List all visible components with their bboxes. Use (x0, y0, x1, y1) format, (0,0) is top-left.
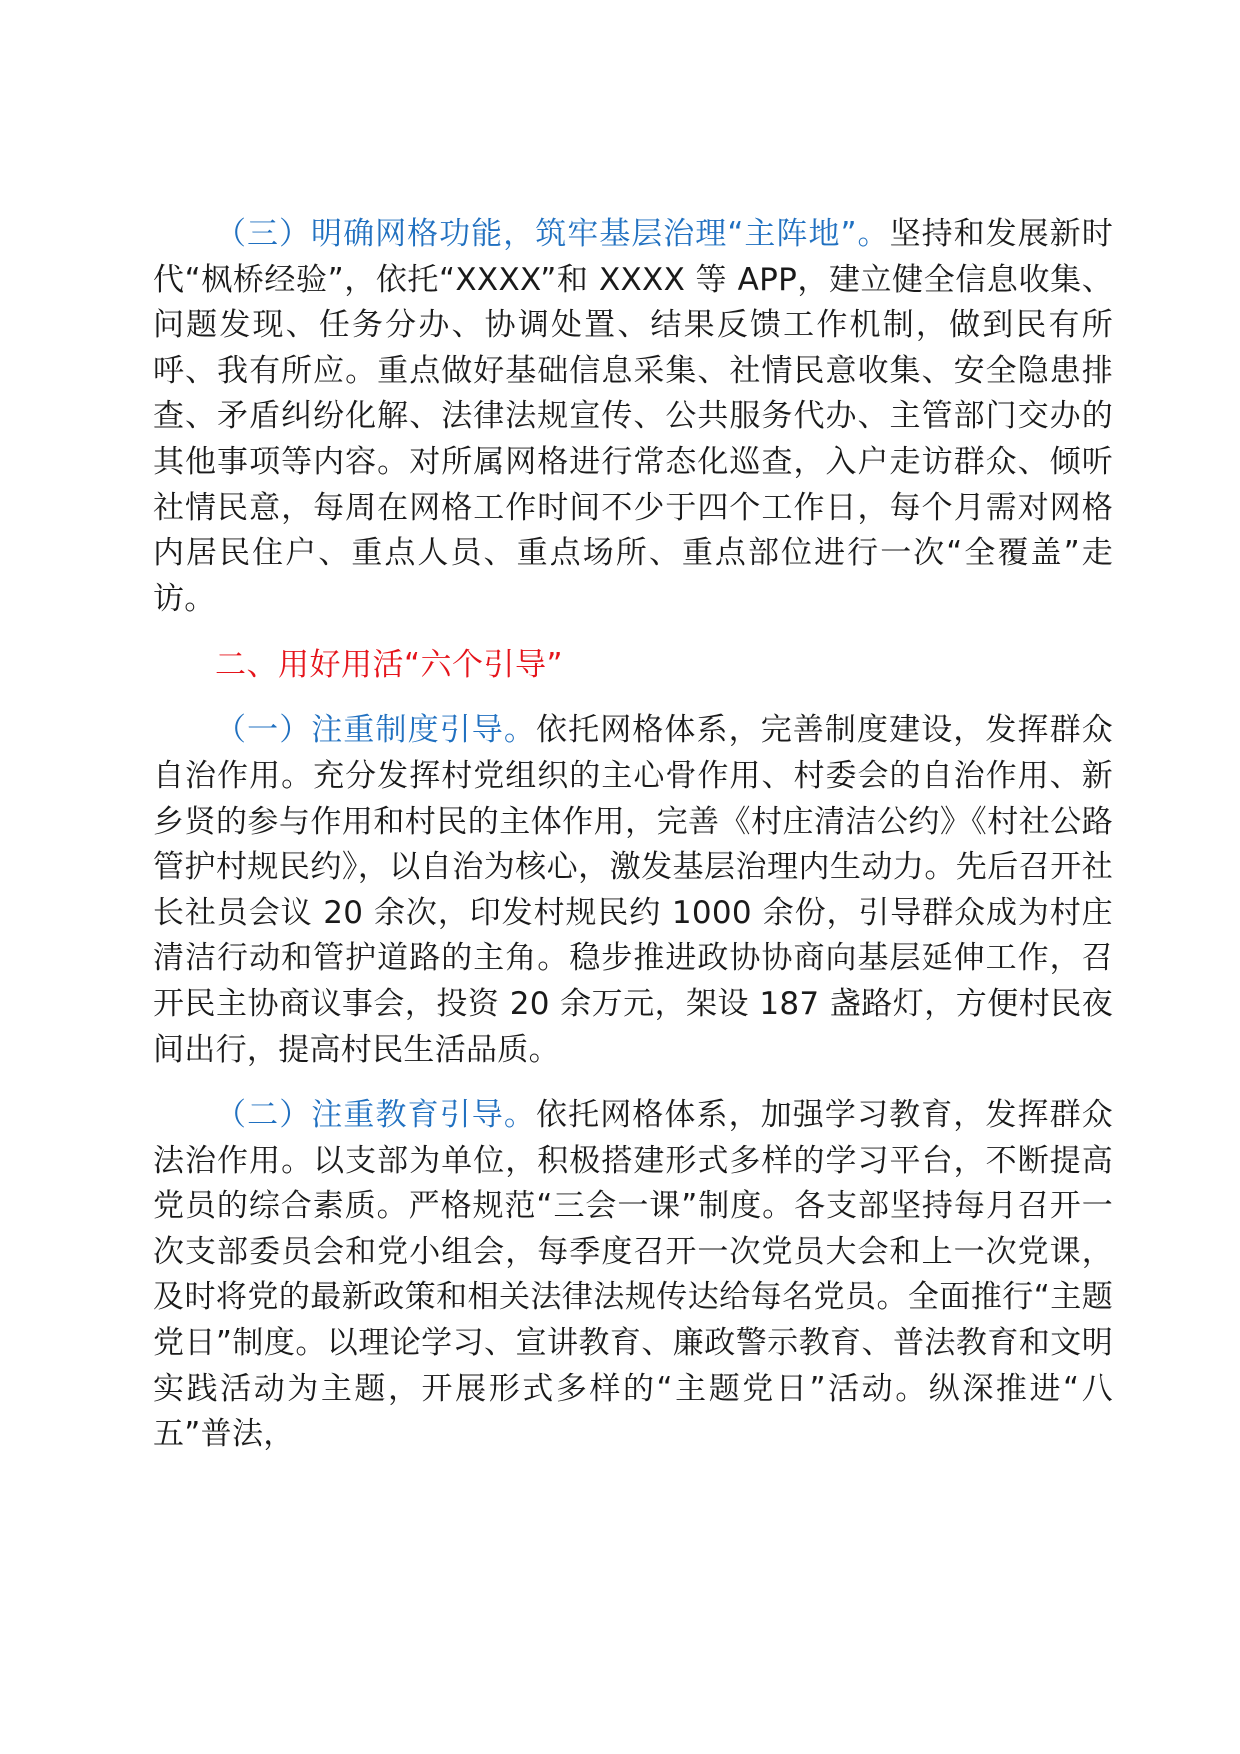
part-2-body: 依托网格体系，加强学习教育，发挥群众法治作用。以支部为单位，积极搭建形式多样的学习平台，不断提高党员的综合素质。严格规范“三会一课”制度。各支部坚持每月召开一次支部委员会和党小组会，每季度召开一次党员大会和上一次党课，及时将党的最新政策和相关法律法规传达给每名党员。全面推行“主题党日”制度。以理论学习、宣讲教育、廉政警示教育、普法教育和文明实践活动为主题，开展形式多样的“主题党日”活动。纵深推进“八五”普法， (153, 1097, 1113, 1453)
paragraph-part-2 (153, 1093, 1113, 1458)
paragraph-part-1 (153, 708, 1113, 1073)
section-3-body: 坚持和发展新时代“枫桥经验”，依托“XXXX”和 XXXX 等 APP，建立健全信息收集、问题发现、任务分办、协调处置、结果反馈工作机制，做到民有所呼、我有所应。重点做好基础信息采集、社情民意收集、安全隐患排查、矛盾纠纷化解、法律法规宣传、公共服务代办、主管部门交办的其他事项等内容。对所属网格进行常态化巡查，入户走访群众、倾听社情民意，每周在网格工作时间不少于四个工作日，每个月需对网格内居民住户、重点人员、重点场所、重点部位进行一次“全覆盖”走访。 (153, 216, 1114, 617)
document-body (153, 212, 1113, 1458)
paragraph-section-3 (153, 212, 1113, 622)
part-1-body: 依托网格体系，完善制度建设，发挥群众自治作用。充分发挥村党组织的主心骨作用、村委会的自治作用、新乡贤的参与作用和村民的主体作用，完善《村庄清洁公约》《村社公路管护村规民约》，以自治为核心，激发基层治理内生动力。先后召开社长社员会议 20 余次，印发村规民约 1000 余份，引导群众成为村庄清洁行动和管护道路的主角。稳步推进政协协商向基层延伸工作，召开民主协商议事会，投资 20 余万元，架设 187 盏路灯，方便村民夜间出行，提高村民生活品质。 (153, 712, 1113, 1068)
heading-part-2: 二、用好用活“六个引导” (215, 647, 564, 684)
part-2-lead: （二）注重教育引导。 (215, 1097, 536, 1134)
part-1-lead: （一）注重制度引导。 (215, 712, 536, 749)
section-3-lead: （三）明确网格功能，筑牢基层治理“主阵地”。 (215, 216, 890, 252)
